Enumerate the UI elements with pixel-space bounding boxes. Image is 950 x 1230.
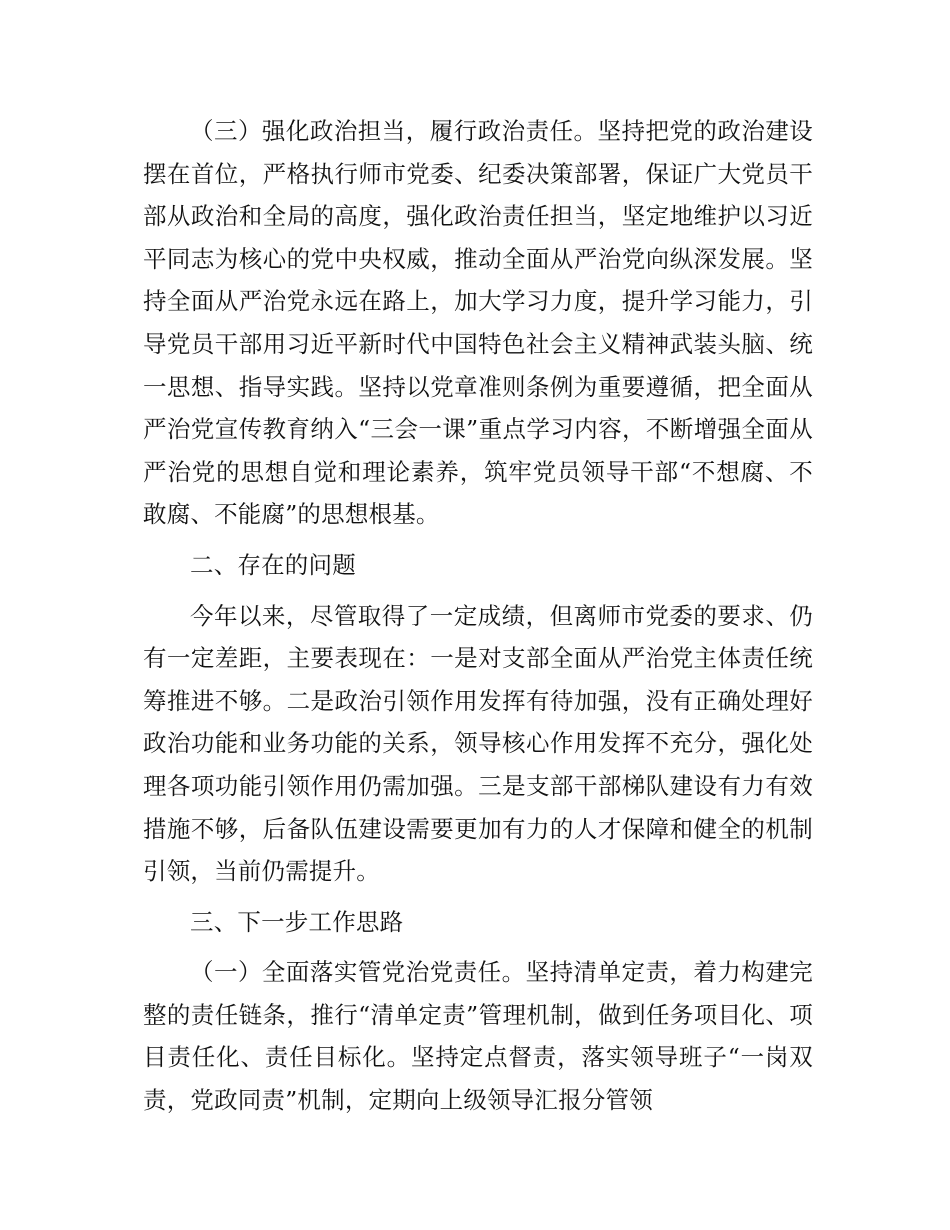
paragraph-gap (143, 893, 813, 901)
paragraph-gap (143, 536, 813, 544)
section-heading-existing-problems: 二、存在的问题 (190, 550, 356, 579)
paragraph-strengthen-political-responsibility: （三）强化政治担当，履行政治责任。坚持把党的政治建设摆在首位，严格执行师市党委、纪委决策部署，保证广大党员干部从政治和全局的高度，强化政治责任担当，坚定地维护以习近平同志为核心的党中央权威，推动全面从严治党向纵深发展。坚持全面从严治党永远在路上，加大学习力度，提升学习能力，引导党员干部用习近平新时代中国特色社会主义精神武装头脑、统一思想、指导实践。坚持以党章准则条例为重要遵循，把全面从严治党宣传教育纳入“三会一课”重点学习内容，不断增强全面从严治党的思想自觉和理论素养，筑牢党员领导干部“不想腐、不敢腐、不能腐”的思想根基。 (143, 117, 813, 529)
section-heading-next-steps: 三、下一步工作思路 (190, 907, 404, 936)
paragraph-implement-responsibility: （一）全面落实管党治党责任。坚持清单定责，着力构建完整的责任链条，推行“清单定责”管理机制，做到任务项目化、项目责任化、责任目标化。坚持定点督责，落实领导班子“一岗双责，党政同责”机制，定期向上级领导汇报分管领 (143, 958, 813, 1115)
paragraph-existing-problems: 今年以来，尽管取得了一定成绩，但离师市党委的要求、仍有一定差距，主要表现在：一是对支部全面从严治党主体责任统筹推进不够。二是政治引领作用发挥有待加强，没有正确处理好政治功能和业务功能的关系，领导核心作用发挥不充分，强化处理各项功能引领作用仍需加强。三是支部干部梯队建设有力有效措施不够，后备队伍建设需要更加有力的人才保障和健全的机制引领，当前仍需提升。 (143, 601, 813, 886)
paragraph-gap (143, 587, 813, 595)
paragraph-gap (143, 943, 813, 951)
document-body (143, 110, 813, 1122)
